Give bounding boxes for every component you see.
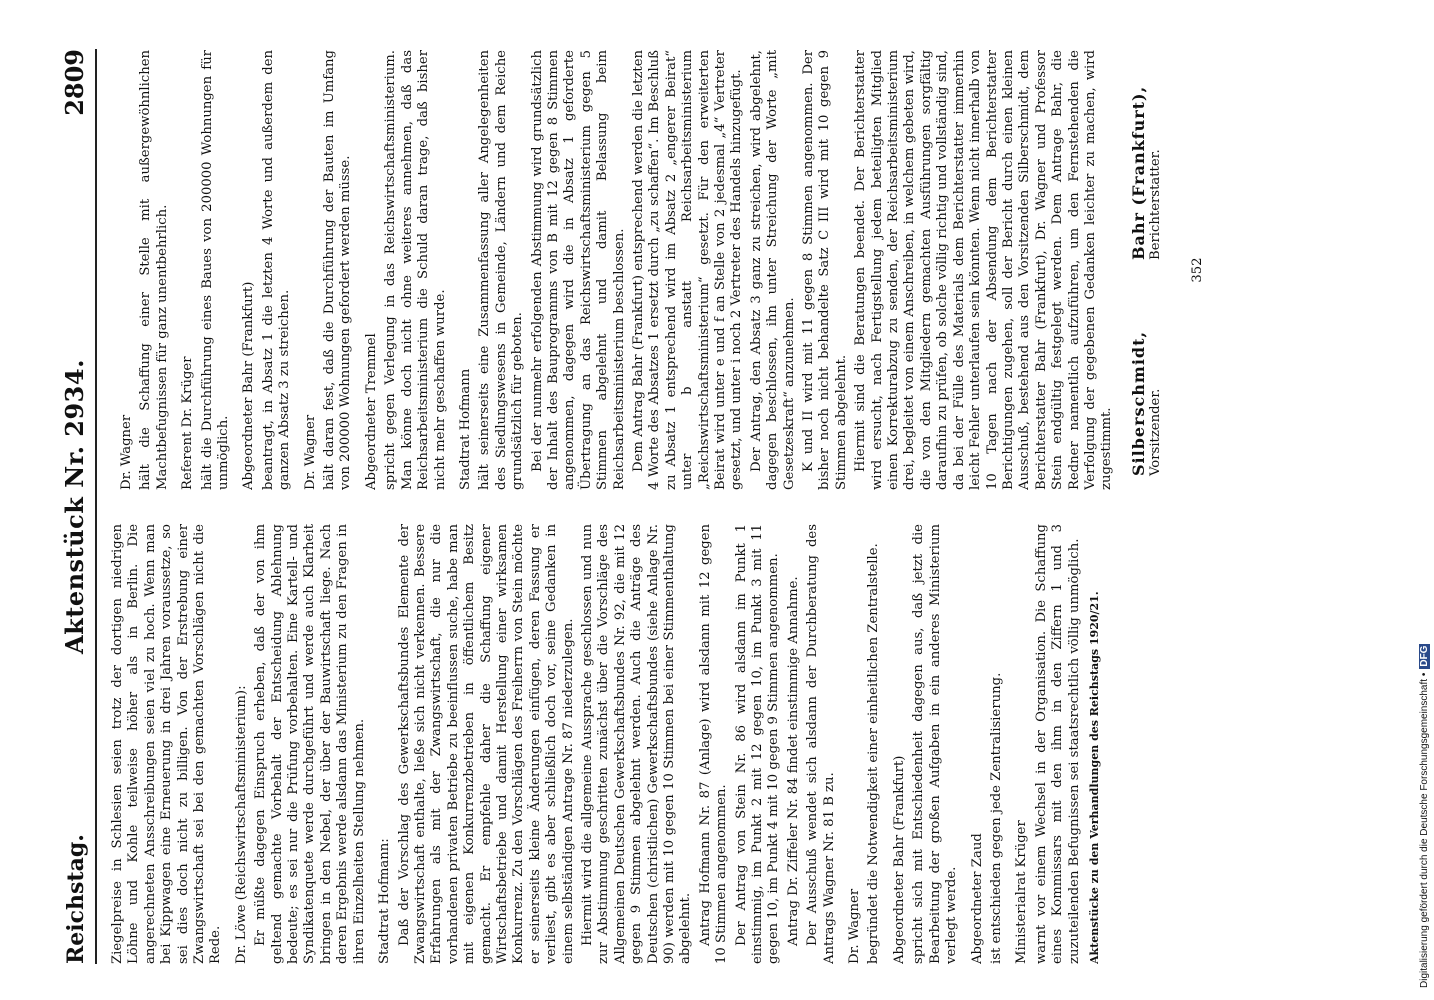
paragraph: Der Ausschuß wendet sich alsdann der Durchberatung des Antrags Wagner Nr. 81 B zu. <box>805 524 837 964</box>
right-column <box>110 50 1290 490</box>
speaker-name: Stadtrat Hofmann <box>457 368 473 490</box>
speaker-name: Abgeordneter Zaud <box>969 833 985 964</box>
signature-rapporteur <box>1130 86 1164 260</box>
paragraph: Der Antrag, den Absatz 3 ganz zu streichen, wird abgelehnt, dagegen beschlossen, ihn unter Streichung der Worte „mit Gesetzeskraft“ anzunehmen. <box>748 50 797 490</box>
paragraph: Hiermit sind die Beratungen beendet. Der Berichterstatter wird ersucht, nach Fertigstellung jedem beteiligten Mitglied einen Korrekturabzug zu senden, der Reichsarbeitsministerium drei, begleitet von einem Anschreiben, in welchem gebeten wird, die von den Mitgliedern gemachten Ausführungen sorgfältig daraufhin zu prüfen, ob solche völlig richtig und vollständig sind, da bei der Fülle des Materials dem Berichterstatter immerhin leicht Fehler unterlaufen sein könnten. Wenn nicht innerhalb von 10 Tagen nach der Absendung dem Berichterstatter Berichtigungen zugehen, soll der Bericht durch einen kleinen Ausschuß, bestehend aus den Vorsitzenden Silberschmidt, dem Berichterstatter Bahr (Frankfurt), Dr. Wagner und Professor Stein endgültig festgelegt werden. Dem Antrage Bahr, die Redner namentlich aufzuführen, um den Fernstehenden die Verfolgung der gegebenen Gedanken leichter zu machen, wird zugestimmt. <box>853 50 1115 490</box>
paragraph: hält seinerseits eine Zusammenfassung aller Angelegenheiten des Siedlungswesens in Gemeinde, Ländern und dem Reiche grundsätzlich für geboten. <box>477 50 526 490</box>
left-column <box>110 524 1290 964</box>
chair-role: Vorsitzender. <box>1147 388 1163 476</box>
speaker-name: Dr. Löwe (Reichswirtschaftsministerium): <box>233 685 249 964</box>
paragraph: Antrag Dr. Ziffeler Nr. 84 findet einstimmige Annahme. <box>785 576 801 946</box>
speaker-name: Dr. Wagner <box>302 414 318 490</box>
paragraph: hält daran fest, daß die Durchführung der Bauten im Umfang von 200000 Wohnungen gefordert werden müsse. <box>322 50 354 490</box>
paragraph: Der Antrag von Stein Nr. 86 wird alsdann im Punkt 1 einstimmig, im Punkt 2 mit 12 gegen 10, im Punkt 3 mit 11 gegen 10, im Punkt 4 mit 10 gegen 9 Stimmen angenommen. <box>733 524 782 964</box>
paragraph: Ziegelpreise in Schlesien seien trotz der dortigen niedrigen Löhne und Kohle teilweise höher als in Berlin. Die angerechneten Ansschreibungen seien viel zu hoch. Wenn man bei Kippwagen eine Erneuerung in drei Jahren voraussetze, so sei dies doch nicht zu billigen. Von der Erstrebung einer Zwangswirtschaft sei bei den gemachten Vorschlägen nicht die Rede. <box>110 524 224 964</box>
speaker-name: Abgeordneter Bahr (Frankfurt) <box>891 755 907 964</box>
paragraph: spricht gegen Verlegung in das Reichswirtschaftsministerium. Man könne doch nicht ohne weiteres annehmen, daß das Reichsarbeitsministerium die Schuld daran trage, daß bisher nicht mehr geschaffen wurde. <box>383 50 448 490</box>
header-left: Reichstag. <box>63 834 89 964</box>
header-page-number: 2809 <box>60 49 89 116</box>
speaker-name: Abgeordneter Bahr (Frankfurt) <box>241 281 257 490</box>
rapporteur-name: Bahr (Frankfurt), <box>1128 85 1148 260</box>
paragraph: spricht sich mit Entschiedenheit dagegen aus, daß jetzt die Bearbeitung der großen Aufgaben in ein anderes Ministerium verlegt werde. <box>911 524 960 964</box>
signature-chair <box>1130 331 1164 476</box>
sidebar-credit <box>1419 8 1430 988</box>
speaker-name: Dr. Wagner <box>119 414 134 490</box>
paragraph: warnt vor einem Wechsel in der Organisation. Die Schaffung eines Kommissars mit den ihm in den Ziffern 1 und 3 zuzuteilenden Befugnissen sei staatsrechtlich völlig unmöglich. <box>1033 524 1082 964</box>
speaker-name: Abgeordneter Tremmel <box>363 333 379 490</box>
page-header <box>55 49 97 964</box>
speaker-name: Ministerialrat Krüger <box>1014 820 1030 964</box>
paragraph: Antrag Hofmann Nr. 87 (Anlage) wird alsdann mit 12 gegen 10 Stimmen angenommen. <box>697 524 730 964</box>
paragraph: Bei der nunmehr erfolgenden Abstimmung wird grundsätzlich der Inhalt des Bauprogramms von B mit 12 gegen 8 Stimmen angenommen, dagegen wird die in Absatz 1 geforderte Übertragung an das Reichswirtschaftsministerium gegen 5 Stimmen abgelehnt und damit Belassung beim Reichsarbeitsministerium beschlossen. <box>529 50 627 490</box>
signature-block <box>1130 50 1190 490</box>
paragraph: Dem Antrag Bahr (Frankfurt) entsprechend werden die letzten 4 Worte des Absatzes 1 ersetzt durch „zu schaffen“. Im Beschluß zu Absatz 1 entsprechend wird im Absatz 2 „engerer Beirat“ unter b anstatt Reichsarbeitsministerium „Reichswirtschaftsministerium“ gesetzt. Für den erweiterten Beirat wird unter e und f an Stelle von 2 jedesmal „4“ Vertreter gesetzt, und unter i noch 2 Vertreter des Handels hinzugefügt. <box>630 50 745 490</box>
speaker-name: Referent Dr. Krüger <box>180 356 196 490</box>
paragraph: beantragt, in Absatz 1 die letzten 4 Worte und außerdem den ganzen Absatz 3 zu streichen. <box>260 50 293 490</box>
paragraph: K und II wird mit 11 gegen 8 Stimmen angenommen. Der bisher noch nicht behandelte Satz C III wird mit 10 gegen 9 Stimmen abgelehnt. <box>801 50 849 490</box>
chair-name: Silberschmidt, <box>1128 330 1148 476</box>
header-title: Aktenstück Nr. 2934. <box>60 359 89 654</box>
speaker-name: Dr. Wagner <box>847 888 863 964</box>
paragraph: Er müßte dagegen Einspruch erheben, daß der von ihm geltend gemachte Vorbehalt der Entscheidung Ablehnung bedeute; es sei nur die Prüfung vorbehalten. Eine Kartell- und Syndikatenquete werde durchgeführt und werde auch Klarheit bringen in den Nebel, der über der Bauwirtschaft liege. Nach deren Ergebnis werde alsdann das Ministerium zu den Fragen in ihren Einzelheiten Stellung nehmen. <box>253 524 367 964</box>
digitization-sidebar <box>1405 8 1434 988</box>
footer-note: Aktenstücke zu den Verhandlungen des Reichstags 1920/21. <box>1087 591 1101 964</box>
paragraph: Daß der Vorschlag des Gewerkschaftsbundes Elemente der Zwangswirtschaft enthalte, ließe sich nicht verkennen. Bessere Erfahrungen als mit der Zwangswirtschaft, die nur die vorhandenen privaten Betriebe zu beeinflussen suche, habe man mit eigenen Konkurrenzbetrieben in öffentlichem Besitz gemacht. Er empfehle daher die Schaffung eigener Wirtschaftsbetriebe und damit Herstellung einer wirksamen Konkurrenz. Zu den Vorschlägen des Freiherrn von Stein möchte er seinerseits kleine Änderungen einfügen, deren Fassung er verliest, gibt es aber schließlich doch vor, seine Gedanken in einem selbständigen Antrage Nr. 87 niederzulegen. <box>396 524 576 964</box>
paragraph: ist entschieden gegen jede Zentralisierung. <box>988 672 1004 964</box>
right-column-text <box>119 50 1116 490</box>
paragraph: hält die Durchführung eines Baues von 200000 Wohnungen für unmöglich. <box>199 50 232 490</box>
paragraph: Hiermit wird die allgemeine Aussprache geschlossen und nun zur Abstimmung geschritten zunächst über die Vorschläge des Allgemeinen Deutschen Gewerkschaftsbundes Nr. 92, die mit 12 gegen 9 Stimmen abgelehnt werden. Auch die Anträge des Deutschen (christlichen) Gewerkschaftsbundes (siehe Anlage Nr. 90) werden mit 10 gegen 10 Stimmen bei einer Stimmenthaltung abgelehnt. <box>579 524 694 964</box>
rapporteur-role: Berichterstatter. <box>1147 149 1163 260</box>
paragraph: hält die Schaffung einer Stelle mit außergewöhnlichen Machtbefugnissen für ganz unentbehrlich. <box>138 50 170 490</box>
page-footer-number: 352 <box>1189 257 1205 283</box>
sidebar-credit-text: Digitalisierung gefördert durch die Deutsche Forschungsgemeinschaft • <box>1419 672 1430 988</box>
speaker-name: Stadtrat Hofmann: <box>377 838 393 964</box>
paragraph: begründet die Notwendigkeit einer einheitlichen Zentralstelle. <box>866 543 882 964</box>
dfg-logo: DFG <box>1419 645 1430 667</box>
